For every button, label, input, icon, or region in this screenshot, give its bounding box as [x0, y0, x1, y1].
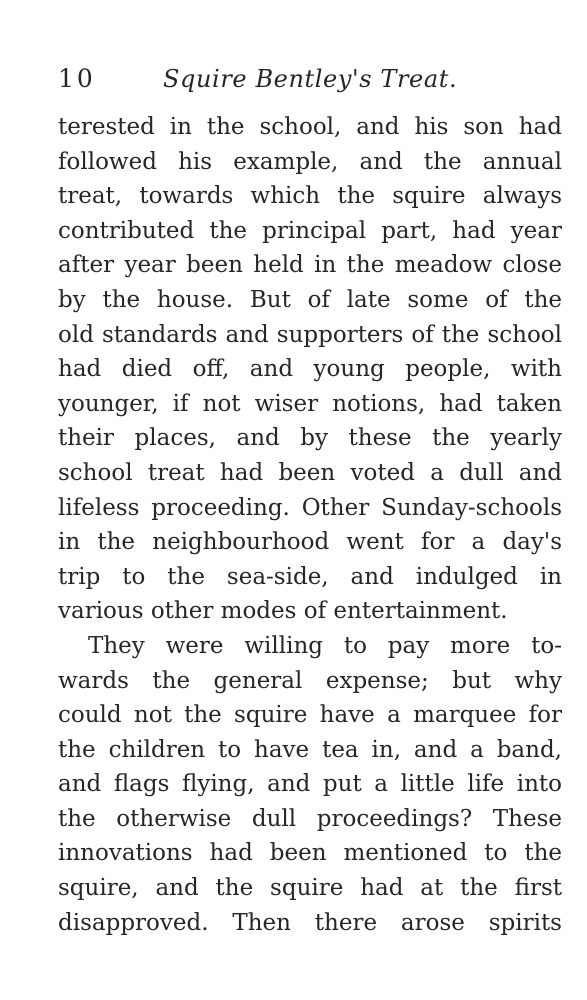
- text-line: contributed the principal part, had year: [58, 217, 562, 244]
- text-line: various other modes of entertainment.: [58, 598, 508, 625]
- page-number: 10: [58, 64, 96, 93]
- text-line: the otherwise dull proceedings? These: [58, 805, 562, 832]
- text-line: wards the general expense; but why: [58, 667, 562, 694]
- text-line: squire, and the squire had at the first: [58, 875, 562, 902]
- text-line: by the house. But of late some of the: [58, 286, 562, 313]
- text-line: their places, and by these the yearly: [58, 425, 562, 452]
- running-title: Squire Bentley's Treat.: [163, 65, 458, 93]
- text-line: the children to have tea in, and a band,: [58, 736, 562, 763]
- text-line: could not the squire have a marquee for: [58, 702, 562, 729]
- text-line: trip to the sea-side, and indulged in: [58, 563, 562, 590]
- text-line: in the neighbourhood went for a day's: [58, 529, 562, 556]
- text-line: school treat had been voted a dull and: [58, 459, 562, 486]
- text-line: followed his example, and the annual: [58, 148, 562, 175]
- text-line: old standards and supporters of the school: [58, 321, 562, 348]
- text-line: disapproved. Then there arose spirits: [58, 909, 562, 936]
- text-line: had died off, and young people, with: [58, 356, 562, 383]
- text-line: They were willing to pay more to-: [88, 632, 562, 659]
- text-line: treat, towards which the squire always: [58, 183, 562, 210]
- text-line: younger, if not wiser notions, had taken: [58, 390, 562, 417]
- text-line: and flags flying, and put a little life into: [58, 771, 562, 798]
- text-line: lifeless proceeding. Other Sunday-schools: [58, 494, 562, 521]
- text-line: innovations had been mentioned to the: [58, 840, 562, 867]
- text-line: terested in the school, and his son had: [58, 114, 562, 140]
- text-line: after year been held in the meadow close: [58, 252, 562, 279]
- page-header: [0, 62, 587, 102]
- body-text: [58, 110, 562, 940]
